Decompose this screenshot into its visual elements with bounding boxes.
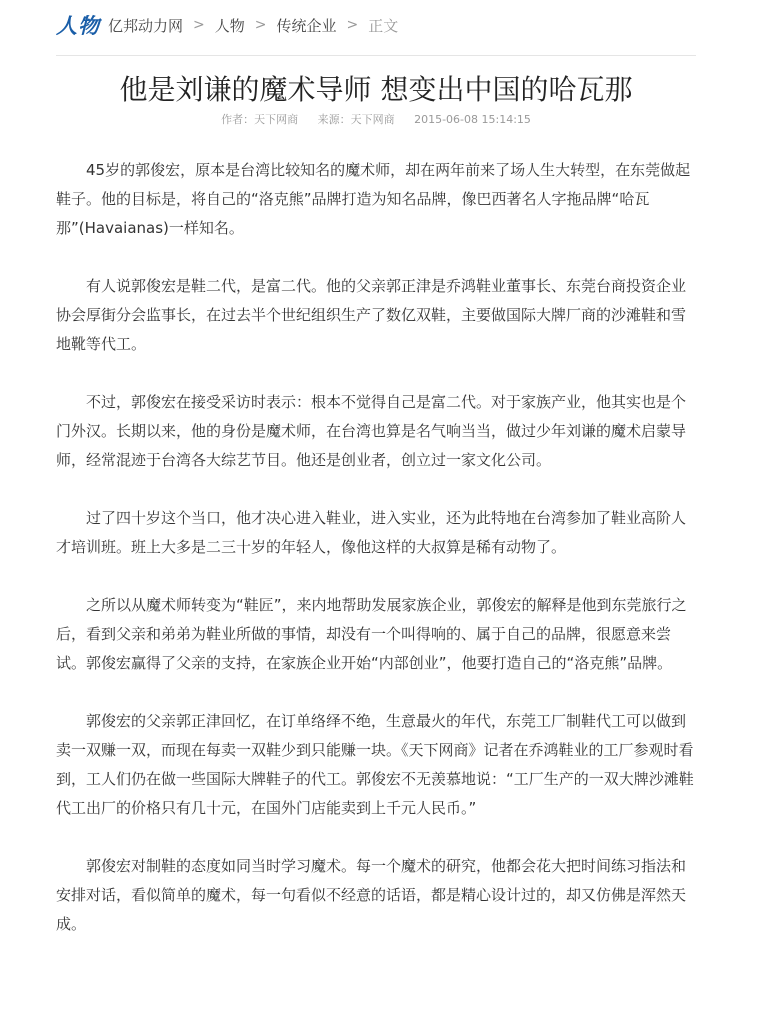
breadcrumb-separator: > — [254, 17, 267, 33]
divider — [56, 55, 696, 56]
breadcrumb-item-home[interactable]: 亿邦动力网 — [108, 16, 184, 35]
article-paragraph: 不过，郭俊宏在接受采访时表示：根本不觉得自己是富二代。对于家族产业，他其实也是个门外汉。长期以来，他的身份是魔术师，在台湾也算是名气响当当，做过少年刘谦的魔术启蒙导师，经常混迹于台湾各大综艺节目。他还是创业者，创立过一家文化公司。 — [56, 393, 687, 469]
article-paragraph: 郭俊宏对制鞋的态度如同当时学习魔术。每一个魔术的研究，他都会花大把时间练习指法和安排对话，看似简单的魔术，每一句看似不经意的话语，都是精心设计过的，却又仿佛是浑然天成。 — [56, 857, 687, 933]
breadcrumb-item-people[interactable]: 人物 — [214, 16, 245, 35]
breadcrumb-item-current: 正文 — [368, 16, 399, 35]
breadcrumb-separator: > — [346, 17, 359, 33]
breadcrumb-item-traditional[interactable]: 传统企业 — [276, 16, 337, 35]
article-datetime: 2015-06-08 15:14:15 — [414, 113, 531, 126]
article-paragraph: 郭俊宏的父亲郭正津回忆，在订单络绎不绝，生意最火的年代，东莞工厂制鞋代工可以做到卖一双赚一双，而现在每卖一双鞋少到只能赚一块。《天下网商》记者在乔鸿鞋业的工厂参观时看到，工人们仍在做一些国际大牌鞋子的代工。郭俊宏不无羡慕地说：“工厂生产的一双大牌沙滩鞋代工出厂的价格只有几十元，在国外门店能卖到上千元人民币。” — [56, 712, 694, 817]
article-title: 他是刘谦的魔术导师 想变出中国的哈瓦那 — [119, 73, 633, 106]
article-body — [56, 156, 700, 968]
article-paragraph: 45岁的郭俊宏，原本是台湾比较知名的魔术师，却在两年前来了场人生大转型，在东莞做起鞋子。他的目标是，将自己的“洛克熊”品牌打造为知名品牌，像巴西著名人字拖品牌“哈瓦那”(Havaianas)一样知名。 — [56, 161, 691, 237]
breadcrumb — [56, 8, 398, 42]
article-paragraph: 之所以从魔术师转变为“鞋匠”，来内地帮助发展家族企业，郭俊宏的解释是他到东莞旅行之后，看到父亲和弟弟为鞋业所做的事情，却没有一个叫得响的、属于自己的品牌，很愿意来尝试。郭俊宏赢得了父亲的支持，在家族企业开始“内部创业”，他要打造自己的“洛克熊”品牌。 — [56, 596, 687, 672]
article-author: 作者：天下网商 — [221, 113, 299, 126]
article-meta — [56, 111, 696, 127]
article-paragraph: 有人说郭俊宏是鞋二代，是富二代。他的父亲郭正津是乔鸿鞋业董事长、东莞台商投资企业协会厚街分会监事长，在过去半个世纪组织生产了数亿双鞋，主要做国际大牌厂商的沙滩鞋和雪地靴等代工。 — [56, 277, 687, 353]
article-paragraph: 过了四十岁这个当口，他才决心进入鞋业，进入实业，还为此特地在台湾参加了鞋业高阶人才培训班。班上大多是二三十岁的年轻人，像他这样的大叔算是稀有动物了。 — [56, 509, 687, 556]
article-source: 来源：天下网商 — [317, 113, 395, 126]
breadcrumb-separator: > — [193, 17, 205, 33]
channel-logo[interactable]: 人物 — [56, 14, 100, 38]
